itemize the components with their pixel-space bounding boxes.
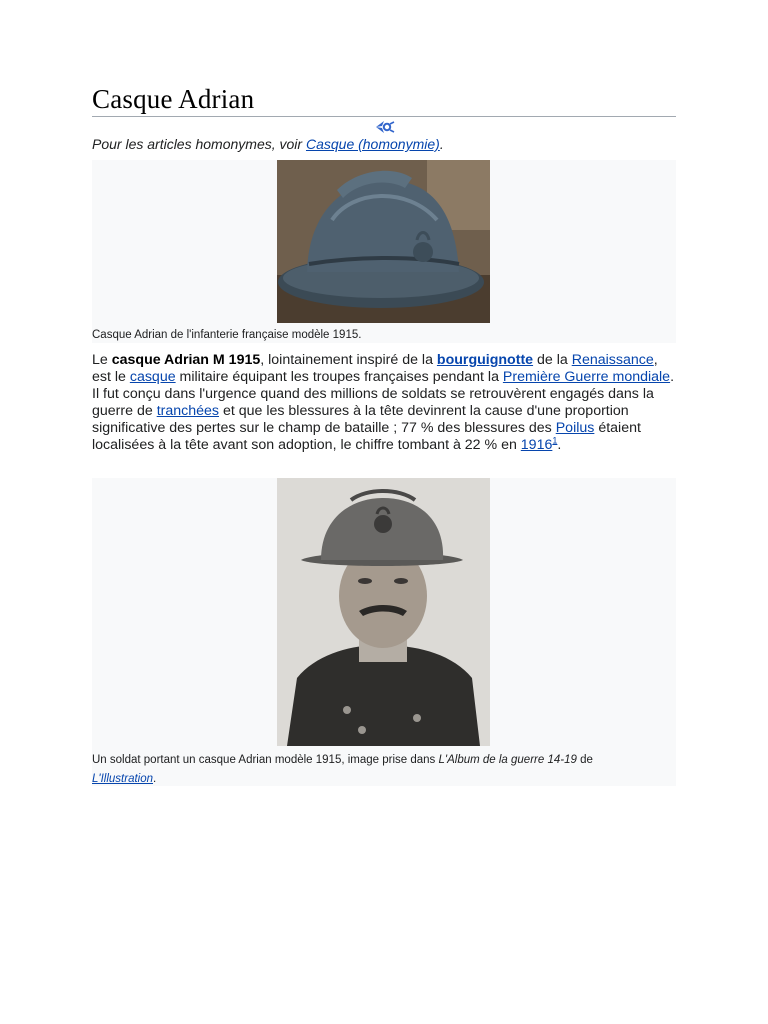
hatnote-link[interactable]: Casque (homonymie) (305, 136, 440, 152)
hatnote (92, 136, 444, 152)
helmet-image[interactable] (277, 160, 490, 323)
text: . (557, 436, 562, 453)
text: Le (92, 352, 112, 368)
figure-caption (92, 751, 602, 789)
figure-soldier (92, 478, 676, 786)
figure-caption: Casque Adrian de l'infanterie française modèle 1915. (92, 329, 362, 341)
text: , est le (92, 352, 658, 385)
reference-1[interactable]: 1 (552, 434, 558, 445)
hatnote-prefix: Pour les articles homonymes, voir (92, 136, 306, 152)
text: militaire équipant les troupes françaises pendant la (175, 368, 503, 385)
link-1916[interactable]: 1916 (520, 436, 553, 453)
text: de la (533, 352, 572, 368)
link-renaissance[interactable]: Renaissance (571, 352, 654, 368)
caption-text: de (576, 754, 593, 766)
link-lillustration[interactable] (92, 773, 153, 785)
figure-helmet (92, 160, 676, 343)
hatnote-suffix: . (439, 136, 444, 152)
text: . Il fut conçu dans l'urgence quand des millions de soldats se retrouvèrent engagés dans la guerre de (92, 368, 675, 419)
soldier-image[interactable] (277, 478, 490, 746)
disambiguation-icon (372, 118, 396, 136)
bold-term: casque Adrian M 1915 (111, 352, 261, 368)
caption-link-text: L'Illustration (92, 773, 154, 785)
link-premiere-guerre-mondiale[interactable]: Première Guerre mondiale (502, 368, 671, 385)
caption-text: Un soldat portant un casque Adrian modèle 1915, image prise dans (92, 754, 439, 766)
link-casque[interactable]: casque (129, 368, 176, 385)
link-poilus[interactable]: Poilus (555, 419, 595, 436)
text: , lointainement inspiré de la (260, 352, 437, 368)
title-divider (92, 116, 676, 117)
link-tranchees[interactable]: tranchées (156, 402, 219, 419)
text: et que les blessures à la tête devinrent la cause d'une proportion significative des pertes sur le champ de bataille ; 77 % des blessures des (92, 402, 629, 436)
text: étaient localisées à la tête avant son adoption, le chiffre tombant à 22 % en (92, 419, 641, 453)
intro-paragraph (92, 352, 676, 453)
caption-italic: L'Album de la guerre 14-19 (438, 754, 577, 766)
link-bourguignotte[interactable]: bourguignotte (436, 352, 534, 368)
page-title: Casque Adrian (92, 84, 255, 114)
caption-text: . (153, 773, 157, 785)
